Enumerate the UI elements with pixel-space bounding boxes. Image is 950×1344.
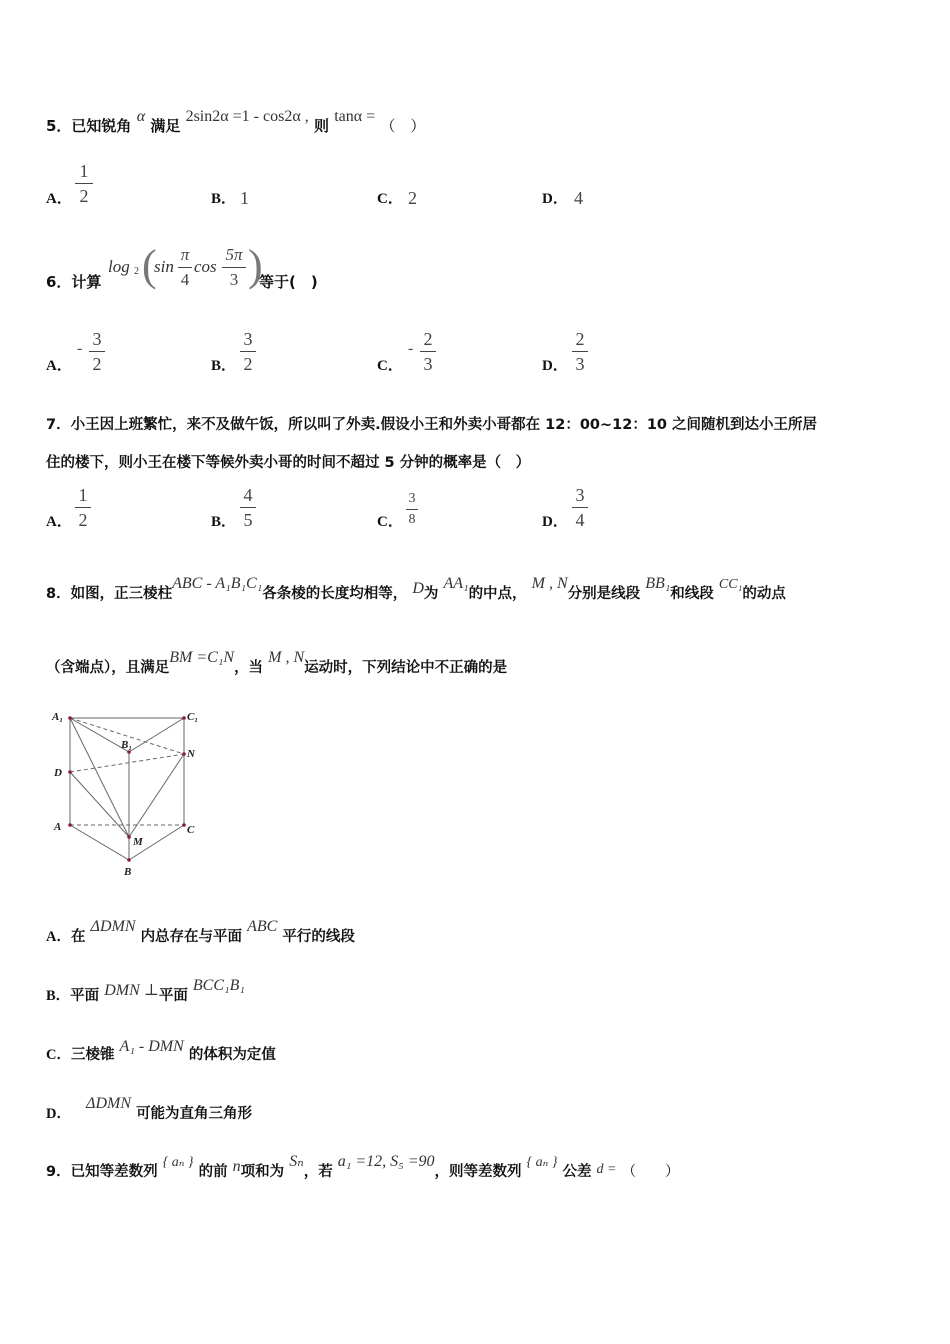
q7-line2: 住的楼下，则小王在楼下等候外卖小哥的时间不超过 5 分钟的概率是（ ） bbox=[46, 455, 531, 471]
q7-a-num: 1 bbox=[78, 485, 88, 505]
label-c: C bbox=[187, 824, 195, 836]
q9-blank: （ ） bbox=[621, 1164, 680, 1180]
q6-option-c-label: C． bbox=[377, 358, 403, 374]
q7-option-a-label: A． bbox=[46, 514, 72, 530]
q8-point-d: D bbox=[412, 580, 424, 597]
q8-condition: BM =C₁N bbox=[169, 649, 235, 666]
q9-then-seq: ，则等差数列 bbox=[434, 1164, 522, 1180]
q6-frac2-num: 5π bbox=[225, 245, 243, 264]
q9-stem bbox=[46, 1153, 680, 1181]
q9-d: d = bbox=[596, 1162, 617, 1177]
q8-b-m1: DMN ⊥ bbox=[104, 982, 159, 999]
q6-frac1-den: 4 bbox=[180, 270, 190, 289]
label-a: A bbox=[54, 821, 62, 833]
q5-option-b-value: 1 bbox=[240, 188, 249, 208]
q6-c-den: 3 bbox=[423, 354, 433, 374]
q6-option-a-label: A． bbox=[46, 358, 72, 374]
q5-option-a-label: A． bbox=[46, 191, 72, 207]
q6-option-d-label: D． bbox=[542, 358, 568, 374]
q9-common-diff: 公差 bbox=[562, 1164, 592, 1180]
q9-sequence: { aₙ } bbox=[162, 1155, 194, 1170]
label-c1: C₁ bbox=[187, 711, 199, 723]
q7-c-den: 8 bbox=[408, 512, 416, 527]
q8-b-t2: 平面 bbox=[158, 988, 188, 1004]
q6-d-den: 3 bbox=[575, 354, 585, 374]
q7-option-d-label: D． bbox=[542, 514, 568, 530]
label-n: N bbox=[187, 748, 195, 760]
q6-b-den: 2 bbox=[243, 354, 253, 374]
q7-line1: 7．小王因上班繁忙，来不及做午饭，所以叫了外卖.假设小王和外卖小哥都在 12：00~12：10 之间随机到达小王所居 bbox=[46, 417, 818, 433]
q6-right-paren: ) bbox=[248, 241, 263, 290]
label-b1: B₁ bbox=[121, 739, 133, 751]
q8-on-segments: 分别是线段 bbox=[567, 586, 641, 602]
q5-then: 则 bbox=[313, 117, 329, 135]
q8-a-t2: 内总存在与平面 bbox=[140, 929, 243, 945]
q6-option-c-fraction bbox=[420, 328, 436, 375]
point-c bbox=[182, 823, 186, 827]
q8-option-c bbox=[46, 1038, 276, 1064]
q8-d-t2: 可能为直角三角形 bbox=[136, 1106, 253, 1122]
q8-c-m1: A₁ - DMN bbox=[119, 1038, 184, 1055]
point-b bbox=[127, 858, 131, 862]
q5-option-b-label: B． bbox=[211, 191, 237, 207]
edge-dm bbox=[70, 772, 129, 837]
q6-b-num: 3 bbox=[243, 329, 253, 349]
q8-and-segment: 和线段 bbox=[670, 586, 714, 602]
q5-option-c-value: 2 bbox=[408, 188, 417, 208]
q8-prism: ABC - A₁B₁C₁ bbox=[172, 575, 263, 592]
q8-b-t1: 平面 bbox=[70, 988, 100, 1004]
q8-mn-2: M , N bbox=[268, 649, 305, 666]
q8-a-label: A． bbox=[46, 929, 71, 945]
q9-intro: 9．已知等差数列 bbox=[46, 1164, 158, 1180]
q8-option-d bbox=[46, 1095, 253, 1123]
q6-frac1 bbox=[178, 244, 192, 291]
q8-a-m2: ABC bbox=[247, 918, 278, 935]
q6-c-num: 2 bbox=[423, 329, 433, 349]
edge-a1m bbox=[70, 718, 129, 837]
q6-log: log bbox=[108, 257, 130, 276]
q6-option-b-fraction bbox=[240, 328, 256, 375]
q5-satisfy: 满足 bbox=[150, 117, 181, 135]
q7-b-num: 4 bbox=[243, 485, 253, 505]
q6-log-base: 2 bbox=[134, 266, 139, 277]
q8-d-m1: ΔDMN bbox=[86, 1095, 131, 1112]
q5-option-d-value: 4 bbox=[574, 188, 583, 208]
q8-c-t1: 三棱锥 bbox=[70, 1047, 115, 1063]
q6-option-d-fraction bbox=[572, 328, 588, 375]
q8-d-label: D． bbox=[46, 1106, 71, 1122]
q7-c-num: 3 bbox=[408, 491, 416, 506]
q5-option-c-label: C． bbox=[377, 191, 403, 207]
q6-left-paren: ( bbox=[142, 241, 157, 290]
q8-a-t3: 平行的线段 bbox=[282, 929, 355, 945]
q7-option-c-label: C． bbox=[377, 514, 403, 530]
q9-sequence-2: { aₙ } bbox=[526, 1155, 558, 1170]
q6-frac1-num: π bbox=[180, 245, 190, 264]
q8-moving-points: 的动点 bbox=[742, 586, 786, 602]
q5-tan: tanα = bbox=[334, 108, 376, 125]
q5-equation: 2sin2α =1 - cos2α , bbox=[185, 108, 309, 125]
q8-condition-intro: （含端点），且满足 bbox=[46, 660, 170, 676]
q9-first: 的前 bbox=[198, 1164, 228, 1180]
q6-a-den: 2 bbox=[92, 354, 102, 374]
q8-bb1: BB₁ bbox=[645, 575, 671, 592]
q6-option-a-sign: - bbox=[77, 340, 83, 357]
q8-option-b bbox=[46, 977, 245, 1005]
q8-c-label: C． bbox=[46, 1047, 71, 1063]
q9-if: ，若 bbox=[303, 1164, 333, 1180]
q6-a-num: 3 bbox=[92, 329, 102, 349]
edge-b1c1 bbox=[129, 718, 184, 752]
q6-option-c-sign: - bbox=[408, 340, 414, 357]
label-a1: A₁ bbox=[52, 711, 64, 723]
prism-figure bbox=[44, 700, 214, 885]
q8-line1 bbox=[46, 575, 786, 603]
q6-cos: cos bbox=[194, 257, 217, 276]
q7-d-den: 4 bbox=[575, 510, 585, 530]
label-b: B bbox=[124, 866, 132, 878]
q6-tail: 等于( ) bbox=[259, 273, 318, 291]
point-m bbox=[127, 835, 131, 839]
q8-b-label: B． bbox=[46, 988, 71, 1004]
q8-mn: M , N bbox=[531, 575, 568, 592]
q8-option-a bbox=[46, 918, 355, 946]
q6-option-a-fraction bbox=[89, 328, 105, 375]
q8-when: ，当 bbox=[234, 660, 264, 676]
q8-b-m2: BCC₁B₁ bbox=[192, 977, 245, 994]
q7-option-b-fraction bbox=[240, 484, 256, 531]
point-c1 bbox=[182, 716, 186, 720]
q6-d-num: 2 bbox=[575, 329, 585, 349]
q7-option-a-fraction bbox=[75, 484, 91, 531]
q6-number: 6．计算 bbox=[46, 273, 102, 291]
q5-option-d-label: D． bbox=[542, 191, 568, 207]
q7-option-d-fraction bbox=[572, 484, 588, 531]
q8-cc1: CC₁ bbox=[718, 577, 743, 592]
edge-ab bbox=[70, 825, 129, 860]
q5-a-num: 1 bbox=[79, 161, 89, 181]
q5-option-a-fraction bbox=[75, 160, 93, 207]
q8-midpoint: 的中点， bbox=[468, 586, 527, 602]
q7-b-den: 5 bbox=[243, 510, 253, 530]
q5-number: 5．已知锐角 bbox=[46, 117, 132, 135]
q8-edges-equal: 各条棱的长度均相等， bbox=[262, 586, 408, 602]
q8-aa1: AA₁ bbox=[443, 575, 469, 592]
label-m: M bbox=[133, 836, 143, 848]
point-n bbox=[182, 752, 186, 756]
q6-frac2 bbox=[222, 244, 246, 291]
q9-sn: Sₙ bbox=[289, 1153, 304, 1170]
point-d bbox=[68, 770, 72, 774]
point-a1 bbox=[68, 716, 72, 720]
q6-sin: sin bbox=[154, 257, 174, 276]
q8-a-m1: ΔDMN bbox=[90, 918, 136, 935]
q8-question: 运动时，下列结论中不正确的是 bbox=[304, 660, 508, 676]
q9-n: n bbox=[232, 1158, 241, 1175]
q5-a-den: 2 bbox=[79, 186, 89, 206]
q9-sum-of: 项和为 bbox=[240, 1164, 285, 1180]
edge-dn bbox=[70, 754, 184, 772]
q5-stem bbox=[46, 108, 426, 136]
q6-frac2-den: 3 bbox=[229, 270, 239, 289]
q7-d-num: 3 bbox=[575, 485, 585, 505]
q9-condition: a₁ =12, S₅ =90 bbox=[337, 1153, 435, 1170]
q8-line2 bbox=[46, 649, 508, 677]
label-d: D bbox=[54, 767, 62, 779]
q8-a-t1: 在 bbox=[70, 929, 86, 945]
q7-option-b-label: B． bbox=[211, 514, 237, 530]
q8-c-t2: 的体积为定值 bbox=[188, 1047, 276, 1063]
q5-blank: （ ） bbox=[380, 117, 426, 135]
q6-option-b-label: B． bbox=[211, 358, 237, 374]
q7-option-c-fraction bbox=[406, 490, 418, 529]
q5-alpha: α bbox=[136, 108, 146, 125]
q7-a-den: 2 bbox=[78, 510, 88, 530]
q8-is: 为 bbox=[423, 586, 439, 602]
q8-intro: 8．如图，正三棱柱 bbox=[46, 586, 173, 602]
point-a bbox=[68, 823, 72, 827]
